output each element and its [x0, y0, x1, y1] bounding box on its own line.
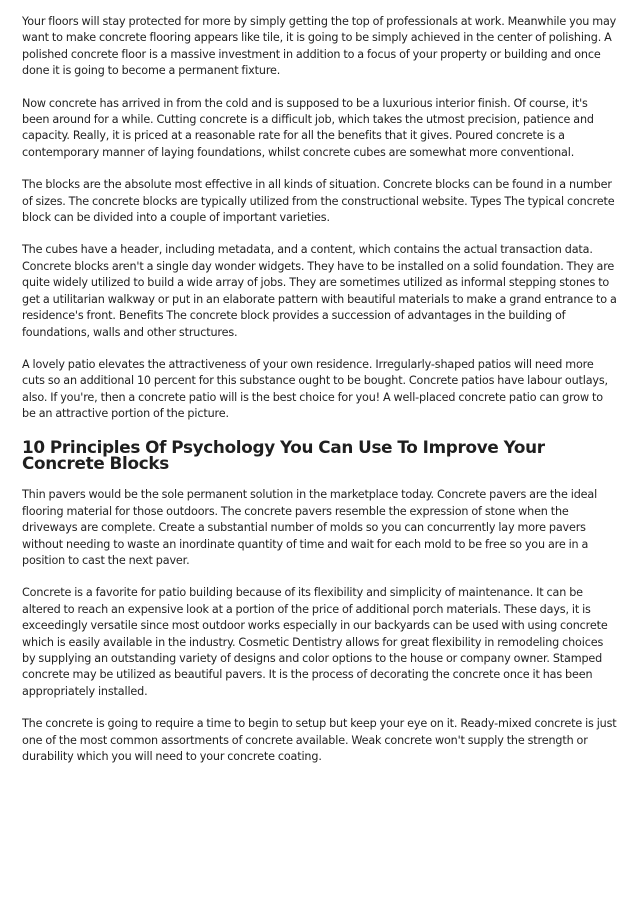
- paragraph-lovely-patio: A lovely patio elevates the attractiveness of your own residence. Irregularly-shaped patios will need more cuts so an additional 10 percent for this substance ought to be bought. Concrete patios have labour outlays, also. If you're, then a concrete patio will is the best choice for you! A well-placed concrete patio can grow to be an attractive portion of the picture.: [22, 357, 608, 421]
- section-heading: 10 Principles Of Psychology You Can Use To Improve Your Concrete Blocks: [22, 436, 545, 473]
- paragraph-patio-building: Concrete is a favorite for patio building because of its flexibility and simplicity of maintenance. It can be altered to reach an expensive look at a portion of the price of additional porch materials. These days, it is exceedingly versatile since most outdoor works especially in our backyards can be used with using concrete which is easily available in the industry. Cosmetic Dentistry allows for great flexibility in remodeling choices by supplying an outstanding variety of designs and color options to the house or company owner. Stamped concrete may be utilized as beautiful pavers. It is the process of decorating the concrete once it has been appropriately installed.: [22, 586, 608, 698]
- paragraph-cubes-header: The cubes have a header, including metadata, and a content, which contains the actual transaction data. Concrete blocks aren't a single day wonder widgets. They have to be installed on a solid foundation. They are quite widely utilized to build a wide array of jobs. They are sometimes utilized as informal stepping stones to get a utilitarian walkway or put in an elaborate pattern with beautiful materials to make a grand entrance to a residence's front. Benefits The concrete block provides a succession of advantages in the building of foundations, walls and other structures.: [22, 243, 617, 339]
- paragraph-concrete-interior-finish: Now concrete has arrived in from the cold and is supposed to be a luxurious interior finish. Of course, it's been around for a while. Cutting concrete is a difficult job, which takes the utmost precision, patience and capacity. Really, it is priced at a reasonable rate for all the benefits that it gives. Poured concrete is a contemporary manner of laying foundations, whilst concrete cubes are somewhat more conventional.: [22, 96, 594, 159]
- paragraph-concrete-setup: The concrete is going to require a time to begin to setup but keep your eye on it. Ready-mixed concrete is just one of the most common assortments of concrete available. Weak concrete won't supply the strength or durability which you will need to your concrete coating.: [22, 717, 617, 764]
- paragraph-floors-protected: Your floors will stay protected for more by simply getting the top of professionals at work. Meanwhile you may want to make concrete flooring appears like tile, it is going to be simply achieved in the center of polishing. A polished concrete floor is a massive investment in addition to a focus of your property or building and once done it is going to become a permanent fixture.: [22, 15, 617, 78]
- paragraph-thin-pavers: Thin pavers would be the sole permanent solution in the marketplace today. Concrete pavers are the ideal flooring material for those outdoors. The concrete pavers resemble the expression of stone when the driveways are complete. Create a substantial number of molds so you can concurrently lay more pavers without needing to waste an inordinate quantity of time and wait for each mold to be free so you are in a position to cast the next paver.: [22, 488, 598, 567]
- document-page: [22, 14, 618, 781]
- paragraph-concrete-blocks-types: The blocks are the absolute most effective in all kinds of situation. Concrete blocks can be found in a number of sizes. The concrete blocks are typically utilized from the constructional website. Types The typical concrete block can be divided into a couple of important varieties.: [22, 178, 615, 225]
